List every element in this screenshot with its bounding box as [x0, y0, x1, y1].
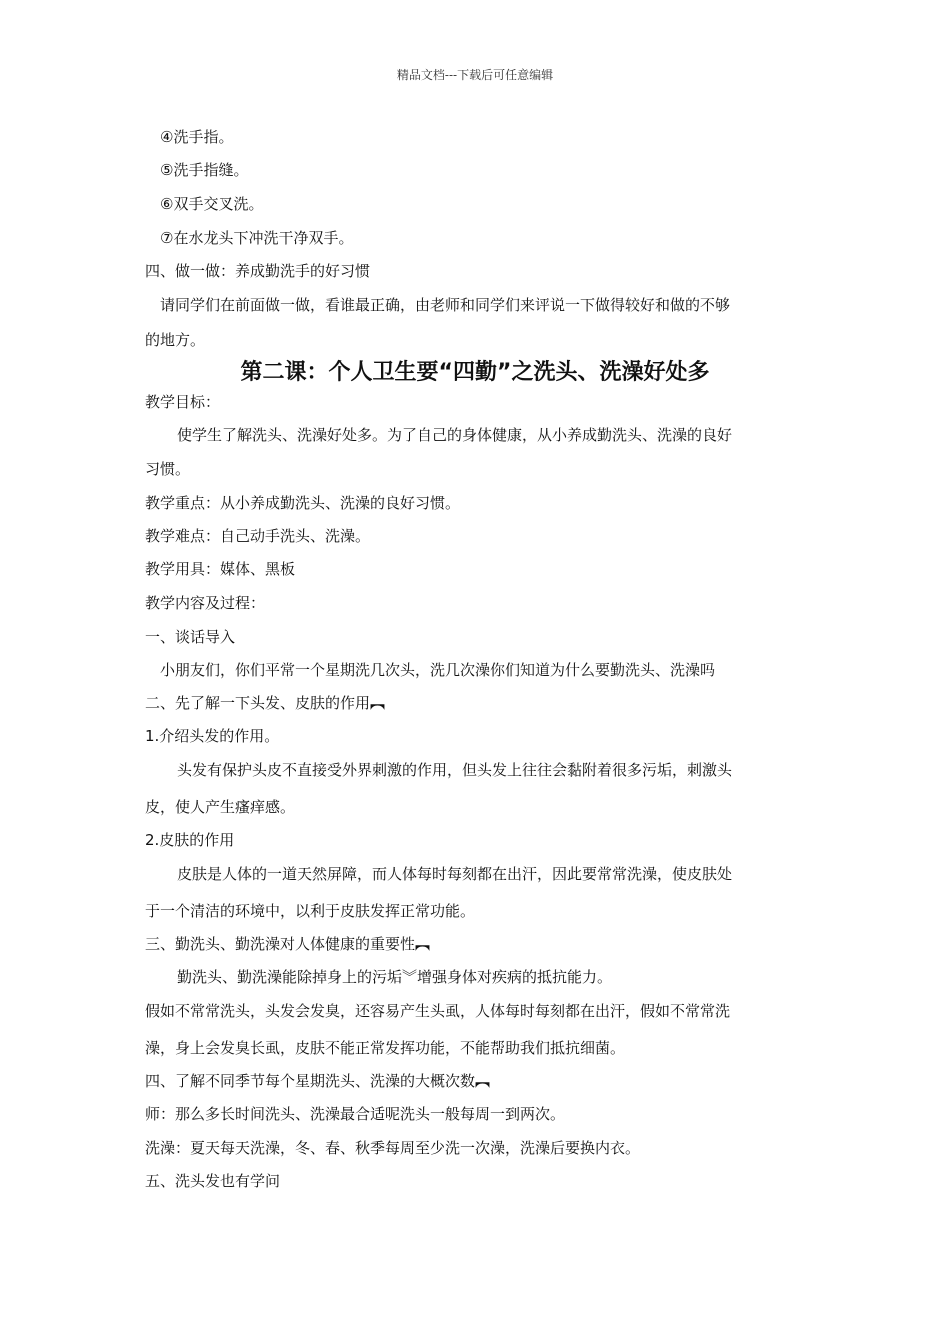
- text-line: 皮肤是人体的一道天然屏障，而人体每时每刻都在出汗，因此要常常洗澡，使皮肤处: [177, 865, 733, 883]
- text-line: ⑥双手交叉洗。: [160, 195, 264, 213]
- text-line: 1.介绍头发的作用。: [145, 727, 280, 745]
- page-header: 精品文档---下载后可任意编辑: [396, 68, 554, 82]
- text-line: 假如不常常洗头，头发会发臭，还容易产生头虱，人体每时每刻都在出汗，假如不常常洗: [145, 1002, 731, 1020]
- text-line: 小朋友们，你们平常一个星期洗几次头，洗几次澡你们知道为什么要勤洗头、洗澡吗: [160, 661, 716, 679]
- text-line: 教学用具：媒体、黑板: [145, 560, 296, 578]
- text-line: 师：那么多长时间洗头、洗澡最合适呢洗头一般每周一到两次。: [145, 1105, 566, 1123]
- text-line: 五、洗头发也有学问: [145, 1172, 281, 1190]
- text-line: 四、了解不同季节每个星期洗头、洗澡的大概次数︻: [145, 1072, 491, 1090]
- text-line: 请同学们在前面做一做，看谁最正确，由老师和同学们来评说一下做得较好和做的不够: [160, 296, 731, 314]
- text-line: 使学生了解洗头、洗澡好处多。为了自己的身体健康，从小养成勤洗头、洗澡的良好: [177, 426, 733, 444]
- text-line: 四、做一做：养成勤洗手的好习惯: [145, 262, 371, 280]
- lesson-title: 第二课：个人卫生要“四勤”之洗头、洗澡好处多: [240, 360, 710, 385]
- text-line: 澡，身上会发臭长虱，皮肤不能正常发挥功能，不能帮助我们抵抗细菌。: [145, 1039, 626, 1057]
- text-line: 习惯。: [145, 460, 191, 478]
- text-line: 皮，使人产生瘙痒感。: [145, 798, 296, 816]
- text-line: 二、先了解一下头发、皮肤的作用︻: [145, 694, 386, 712]
- text-line: 一、谈话导入: [145, 628, 236, 646]
- text-line: 头发有保护头皮不直接受外界刺激的作用，但头发上往往会黏附着很多污垢，刺激头: [177, 761, 733, 779]
- text-line: 三、勤洗头、勤洗澡对人体健康的重要性︻: [145, 935, 431, 953]
- text-line: ④洗手指。: [160, 128, 234, 146]
- text-line: ⑤洗手指缝。: [160, 161, 249, 179]
- text-line: ⑦在水龙头下冲洗干净双手。: [160, 229, 354, 247]
- text-line: 2.皮肤的作用: [145, 831, 235, 849]
- text-line: 的地方。: [145, 331, 206, 349]
- text-line: 教学目标：: [145, 393, 221, 411]
- text-line: 教学内容及过程：: [145, 594, 266, 612]
- text-line: 教学重点：从小养成勤洗头、洗澡的良好习惯。: [145, 494, 461, 512]
- text-line: 勤洗头、勤洗澡能除掉身上的污垢︾增强身体对疾病的抵抗能力。: [177, 968, 613, 986]
- text-line: 于一个清洁的环境中，以利于皮肤发挥正常功能。: [145, 902, 476, 920]
- text-line: 洗澡：夏天每天洗澡，冬、春、秋季每周至少洗一次澡，洗澡后要换内衣。: [145, 1139, 641, 1157]
- text-line: 教学难点：自己动手洗头、洗澡。: [145, 527, 371, 545]
